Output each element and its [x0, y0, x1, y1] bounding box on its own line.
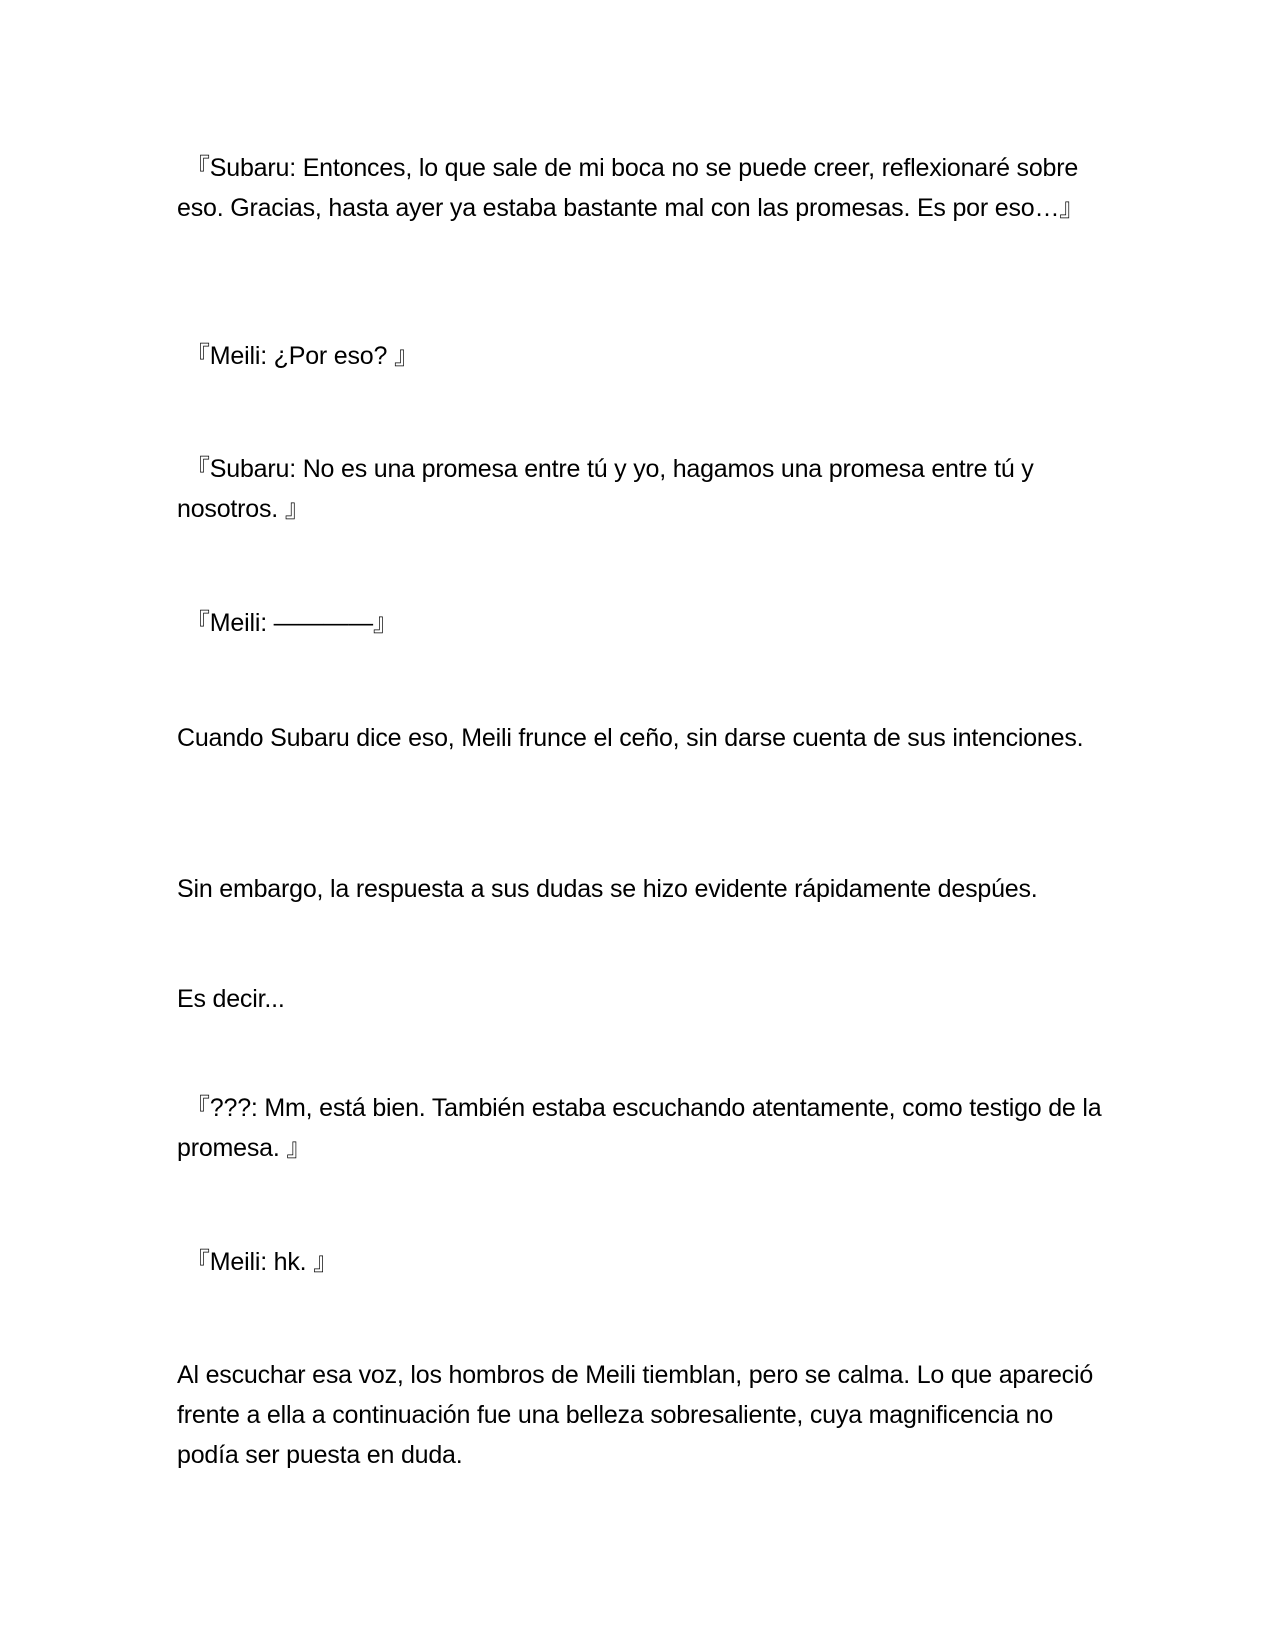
- paragraph-subaru-1: 『Subaru: Entonces, lo que sale de mi boca no se puede creer, reflexionaré sobre eso. Gracias, hasta ayer ya estaba bastante mal con las promesas. Es por eso…』: [177, 154, 1085, 222]
- paragraph-meili-3: 『Meili: hk. 』: [185, 1248, 338, 1276]
- paragraph-narration-2: Sin embargo, la respuesta a sus dudas se hizo evidente rápidamente despúes.: [177, 875, 1038, 903]
- paragraph-narration-4: Al escuchar esa voz, los hombros de Meili tiemblan, pero se calma. Lo que apareció frente a ella a continuación fue una belleza sobresaliente, cuya magnificencia no podía ser puesta en duda.: [177, 1361, 1094, 1469]
- paragraph-meili-2: 『Meili: ————』: [185, 609, 398, 637]
- paragraph-unknown-speaker: 『???: Mm, está bien. También estaba escuchando atentamente, como testigo de la promesa. 』: [177, 1094, 1102, 1162]
- paragraph-narration-1: Cuando Subaru dice eso, Meili frunce el ceño, sin darse cuenta de sus intenciones.: [177, 724, 1084, 752]
- paragraph-narration-3: Es decir...: [177, 985, 285, 1013]
- paragraph-subaru-2: 『Subaru: No es una promesa entre tú y yo, hagamos una promesa entre tú y nosotros. 』: [177, 455, 1034, 523]
- paragraph-meili-1: 『Meili: ¿Por eso? 』: [185, 342, 419, 370]
